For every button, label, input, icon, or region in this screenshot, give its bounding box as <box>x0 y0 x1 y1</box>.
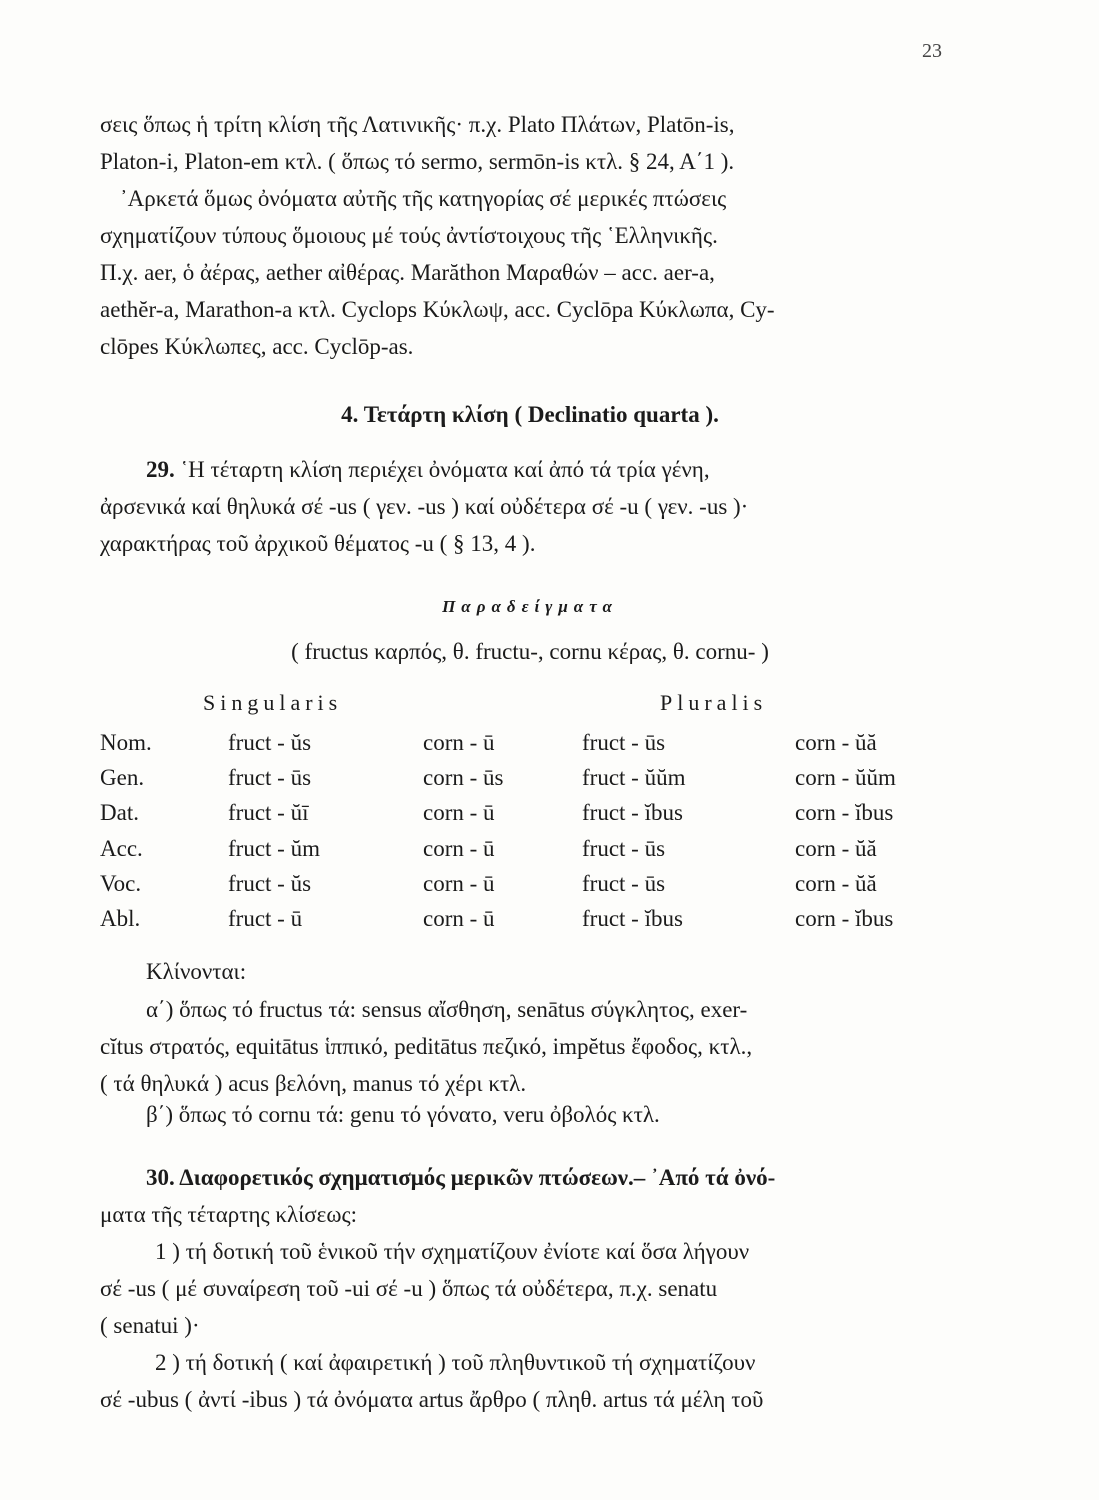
text-line: ματα τῆς τέταρτης κλίσεως: <box>100 1202 357 1227</box>
table-cell: corn - ū <box>423 800 495 825</box>
table-cell: corn - ĭbus <box>795 906 894 931</box>
table-cell: fruct - ĭbus <box>582 906 683 931</box>
case-label: Gen. <box>100 765 145 790</box>
table-cell: fruct - ūs <box>582 836 666 861</box>
table-cell: fruct - ūs <box>228 765 312 790</box>
case-label: Dat. <box>100 800 139 825</box>
text-line: Platon-i, Platon-em κτλ. ( ὅπως τό sermo, sermōn-is κτλ. § 24, Α΄1 ). <box>100 149 735 174</box>
case-label: Voc. <box>100 871 142 896</box>
plural-header: Pluralis <box>660 690 768 715</box>
table-cell: fruct - ĭbus <box>582 800 683 825</box>
paradigms-subtitle: ( fructus καρπός, θ. fructu-, cornu κέρας, θ. cornu- ) <box>291 639 769 664</box>
text-line: χαρακτήρας τοῦ ἀρχικοῦ θέματος -u ( § 13, 4 ). <box>100 531 536 556</box>
singular-header: Singularis <box>203 690 343 715</box>
text-line: σεις ὅπως ἡ τρίτη κλίση τῆς Λατινικῆς· π.χ. Plato Πλάτων, Platōn-is, <box>100 112 735 137</box>
table-cell: corn - ŭă <box>795 871 877 896</box>
text-line: clōpes Κύκλωπες, acc. Cyclōp-as. <box>100 334 414 359</box>
table-cell: fruct - ŭm <box>228 836 320 861</box>
table-cell: fruct - ū <box>228 906 303 931</box>
text-line: σχηματίζουν τύπους ὅμοιους μέ τούς ἀντίστοιχους τῆς ῾Ελληνικῆς. <box>100 223 718 248</box>
table-cell: fruct - ŭŭm <box>582 765 686 790</box>
table-cell: corn - ū <box>423 906 495 931</box>
table-cell: corn - ŭă <box>795 836 877 861</box>
text-line: σέ -us ( μέ συναίρεση τοῦ -ui σέ -u ) ὅπως τά οὐδέτερα, π.χ. senatu <box>100 1276 718 1301</box>
text-span: ῾Η τέταρτη κλίση περιέχει ὀνόματα καί ἀπό τά τρία γένη, <box>180 457 710 482</box>
text-line: 2 ) τή δοτική ( καί ἀφαιρετική ) τοῦ πληθυντικοῦ τή σχηματίζουν <box>155 1350 756 1375</box>
text-line: ᾿Αρκετά ὅμως ὀνόματα αὐτῆς τῆς κατηγορίας σέ μερικές πτώσεις <box>120 186 727 211</box>
table-cell: corn - ĭbus <box>795 800 894 825</box>
klinontai-label: Κλίνονται: <box>146 959 247 984</box>
section-heading: 4. Τετάρτη κλίση ( Declinatio quarta ). <box>341 402 719 427</box>
paradigms-title: Παραδείγματα <box>442 597 618 616</box>
table-cell: fruct - ŭī <box>228 800 309 825</box>
case-label: Nom. <box>100 730 152 755</box>
case-label: Abl. <box>100 906 141 931</box>
list-b: β΄) ὅπως τό cornu τά: genu τό γόνατο, veru ὀβολός κτλ. <box>146 1102 660 1127</box>
table-cell: corn - ū <box>423 836 495 861</box>
case-label: Acc. <box>100 836 143 861</box>
table-cell: fruct - ūs <box>582 730 666 755</box>
text-line: 30. Διαφορετικός σχηματισμός μερικῶν πτώσεων.– ᾿Από τά ὀνό- <box>146 1165 776 1190</box>
text-line: α΄) ὅπως τό fructus τά: sensus αἴσθηση, senātus σύγκλητος, exer- <box>146 997 748 1022</box>
text-line: aethĕr-a, Marathon-a κτλ. Cyclops Κύκλωψ, acc. Cyclōpa Κύκλωπα, Cy- <box>100 297 775 322</box>
table-cell: fruct - ŭs <box>228 730 312 755</box>
text-line: ( τά θηλυκά ) acus βελόνη, manus τό χέρι κτλ. <box>100 1071 527 1096</box>
table-cell: corn - ū <box>423 730 495 755</box>
paragraph-number: 29. <box>146 457 175 482</box>
table-cell: fruct - ŭs <box>228 871 312 896</box>
table-cell: corn - ū <box>423 871 495 896</box>
table-cell: corn - ūs <box>423 765 504 790</box>
table-cell: corn - ŭă <box>795 730 877 755</box>
page-number: 23 <box>922 40 942 62</box>
text-line: ( senatui )· <box>100 1313 200 1338</box>
text-line: Π.χ. aer, ὁ ἀέρας, aether αἰθέρας. Marăthon Μαραθών – acc. aer-a, <box>100 260 715 285</box>
text-line: cĭtus στρατός, equitātus ἱππικό, peditātus πεζικό, impĕtus ἔφοδος, κτλ., <box>100 1034 753 1059</box>
text-line <box>146 455 1006 485</box>
text-line: ἀρσενικά καί θηλυκά σέ -us ( γεν. -us ) καί οὐδέτερα σέ -u ( γεν. -us )· <box>100 494 749 519</box>
table-cell: corn - ŭŭm <box>795 765 896 790</box>
text-line: 1 ) τή δοτική τοῦ ἑνικοῦ τήν σχηματίζουν ἐνίοτε καί ὅσα λήγουν <box>155 1239 750 1264</box>
text-line: σέ -ubus ( ἀντί -ibus ) τά ὀνόματα artus ἄρθρο ( πληθ. artus τά μέλη τοῦ <box>100 1387 764 1412</box>
table-cell: fruct - ūs <box>582 871 666 896</box>
